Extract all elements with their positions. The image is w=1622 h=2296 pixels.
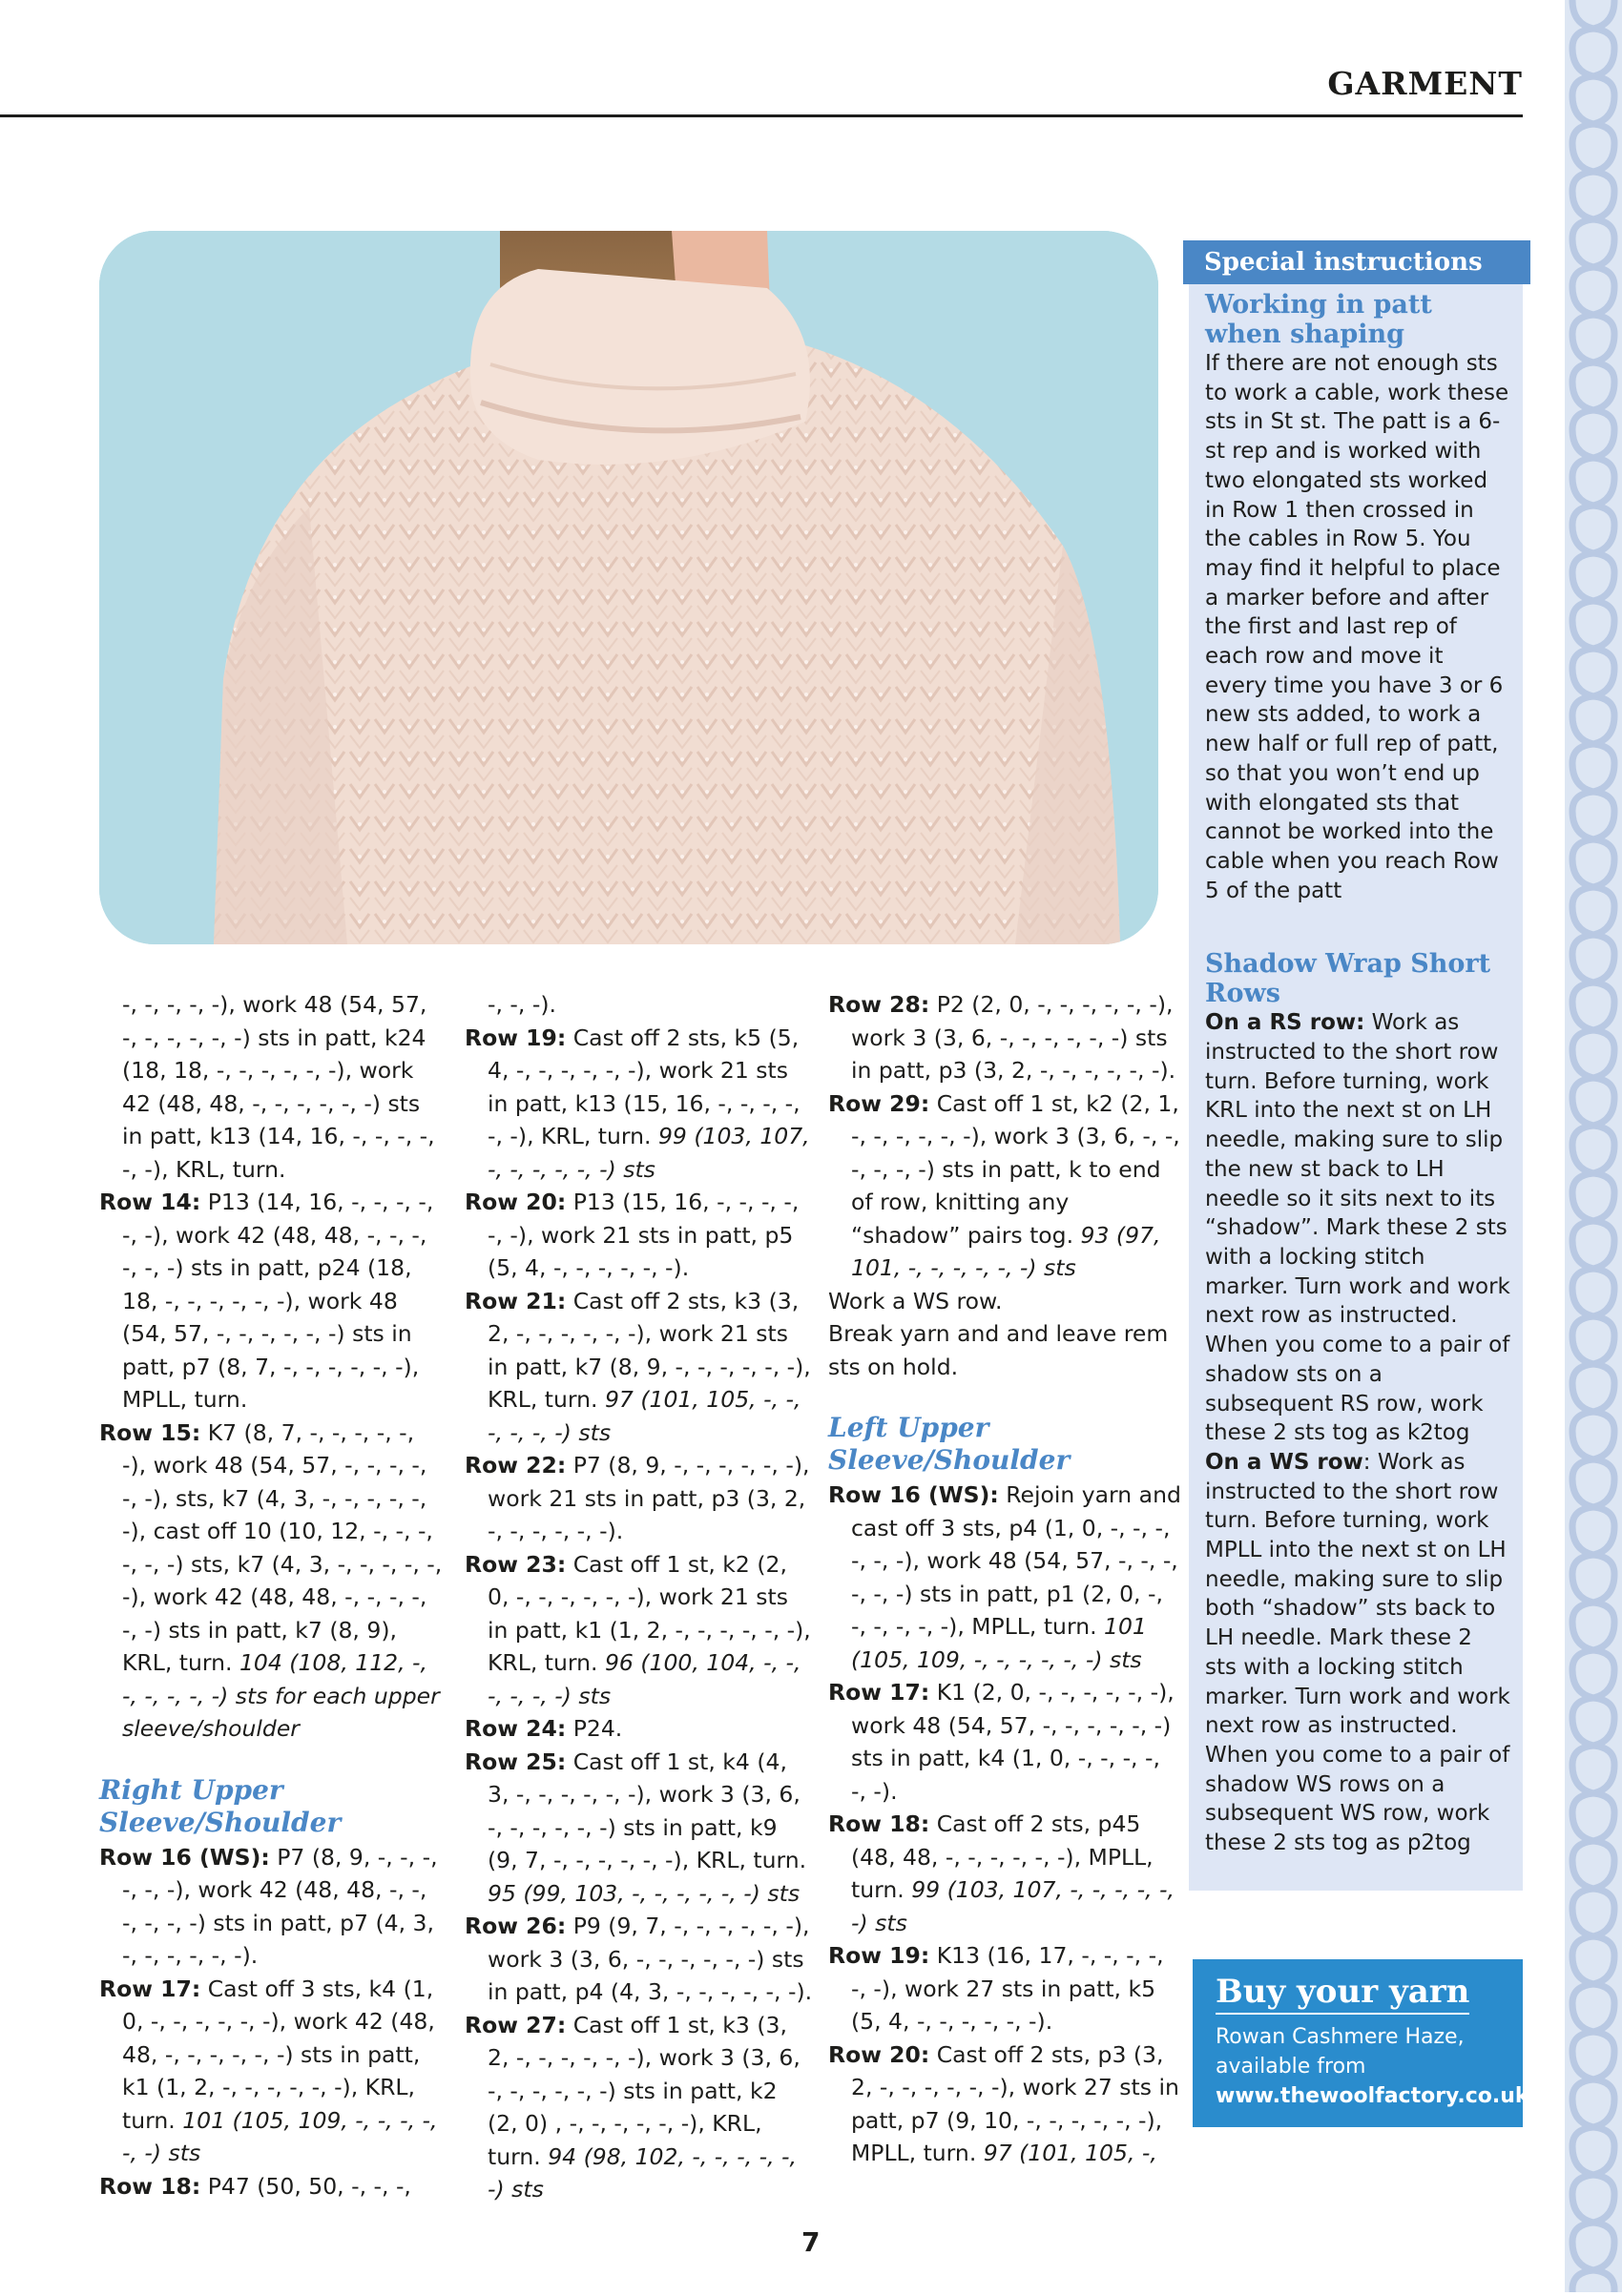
row-text: Cast off 2 sts, p45 (48, 48, -, -, -, -, -, -), MPLL, turn. [851,1810,1154,1903]
row-label: Row 19: [828,1942,930,1969]
row-text: P13 (14, 16, -, -, -, -, -, -), work 42 (48, 48, -, -, -, -, -, -) sts in patt, p24 (18, 18, -, -, -, -, -, -), work 48 (54, 57, -, -, -, -, -, -) sts in patt, p7 (8, 7, -, -, -, -, -, -), MPLL, turn. [122,1189,434,1413]
row-label: Row 18: [828,1810,930,1837]
cable-pattern-strip [1565,0,1622,2292]
row-instruction [99,2170,443,2203]
row-label: Row 24: [465,1715,567,1742]
sidebar-subheading: Working in patt when shaping [1205,290,1432,349]
sidebar-text-body: : Work as instructed to the short row turn. Before turning, work MPLL into the next st on LH needle, making sure to slip both “shadow” sts back to LH needle. Mark these 2 sts with a locking stitch marker. Turn work and work next row as instructed. When you come to a pair of shadow WS rows on a subsequent WS row, work these 2 sts tog as p2tog [1205,1449,1510,1856]
row-instruction [828,1939,1181,2038]
row-instruction [99,1417,443,1746]
row-instruction [828,2038,1181,2170]
row-label: Row 25: [465,1748,567,1775]
sidebar-text-body: Work as instructed to the short row turn. Before turning, work KRL into the next st on LH needle, making sure to slip the new st back to LH needle so it sits next to its “shadow”. Mark these 2 sts with a locking stitch marker. Turn work and work next row as instructed. When you come to a pair of shadow sts on a subsequent RS row, work these 2 sts tog as k2tog [1205,1010,1510,1446]
row-instruction [465,1022,813,1187]
stitch-count: 93 (97, 101, -, -, -, -, -, -) sts [851,1221,1161,1281]
header-rule [0,114,1523,117]
stitch-count: 94 (98, 102, -, -, -, -, -, -) sts [488,2142,798,2203]
stitch-count: 95 (99, 103, -, -, -, -, -, -) sts [488,1879,801,1907]
stitch-count: 96 (100, 104, -, -, -, -, -, -) sts [488,1649,801,1709]
stitch-count: 101 (105, 109, -, -, -, -, -, -) sts [122,2106,438,2166]
row-label: Row 23: [465,1550,567,1578]
row-text: K7 (8, 7, -, -, -, -, -, -), work 48 (54, 57, -, -, -, -, -, -), sts, k7 (4, 3, -, -, -, -, -, -), cast off 10 (10, 12, -, -, -, -, -, -) sts, k7 (4, 3, -, -, -, -, -, -), work 42 (48, 48, -, -, -, -, -, -) sts in patt, k7 (8, 9), KRL, turn. [122,1418,443,1676]
row-instruction [465,2009,813,2206]
buy-yarn-title: Buy your yarn [1216,1971,1469,2015]
instruction-text: -, -, -). [488,991,556,1018]
row-instruction [465,1712,813,1746]
row-instruction [828,988,1181,1087]
row-label: Row 28: [828,991,930,1018]
pattern-column-3 [828,988,1181,2170]
row-instruction [465,1285,813,1450]
instruction-text: -, -, -, -, -), work 48 (54, 57, -, -, -, -, -, -) sts in patt, k24 (18, 18, -, -, -, -, -, -), work 42 (48, 48, -, -, -, -, -, -) sts in patt, k13 (14, 16, -, -, -, -, -, -), KRL, turn. [122,991,435,1183]
row-label: Row 27: [465,2011,567,2038]
pattern-column-2 [465,988,813,2206]
row-text: P2 (2, 0, -, -, -, -, -, -), work 3 (3, 6, -, -, -, -, -, -) sts in patt, p3 (3, 2, -, -, -, -, -, -). [851,991,1176,1084]
row-label: Row 20: [465,1189,567,1215]
sidebar-subheading: Shadow Wrap Short Rows [1205,949,1491,1009]
row-instruction [828,1087,1181,1285]
stitch-count: 104 (108, 112, -, -, -, -, -, -) sts for each upper sleeve/shoulder [122,1649,440,1742]
row-label: Row 16 (WS): [828,1481,999,1508]
sweater-illustration-icon [99,231,1158,944]
sidebar-label: On a RS row: [1205,1010,1365,1036]
instruction-text: Break yarn and and leave rem sts on hold. [828,1320,1169,1380]
row-label: Row 16 (WS): [99,1843,270,1871]
row-text: Cast off 2 sts, k3 (3, 2, -, -, -, -, -, -), work 21 sts in patt, k7 (8, 9, -, -, -, -, -, -), KRL, turn. [488,1287,811,1413]
instruction-text: Work a WS row. [828,1287,1003,1314]
row-text: P13 (15, 16, -, -, -, -, -, -), work 21 sts in patt, p5 (5, 4, -, -, -, -, -, -). [488,1189,800,1281]
section-heading: Right Upper Sleeve/Shoulder [99,1773,342,1838]
row-text: Cast off 2 sts, p3 (3, 2, -, -, -, -, -, -), work 27 sts in patt, p7 (9, 10, -, -, -, -, -, -), MPLL, turn. [851,2040,1179,2166]
row-instruction [828,1676,1181,1808]
row-text: P7 (8, 9, -, -, -, -, -, -), work 21 sts in patt, p3 (3, 2, -, -, -, -, -, -). [488,1452,810,1544]
row-label: Row 26: [465,1913,567,1939]
row-text: P9 (9, 7, -, -, -, -, -, -), work 3 (3, 6, -, -, -, -, -, -) sts in patt, p4 (4, 3, -, -, -, -, -, -). [488,1913,813,2005]
pattern-column-1 [99,988,443,2203]
sidebar-spacer [1205,905,1510,947]
page-number: 7 [801,2226,821,2258]
row-text: Cast off 1 st, k2 (2, 0, -, -, -, -, -, -), work 21 sts in patt, k1 (1, 2, -, -, -, -, -, -), KRL, turn. [488,1550,811,1676]
sidebar-text [1205,1448,1510,1858]
row-text: Cast off 1 st, k2 (2, 1, -, -, -, -, -, -), work 3 (3, 6, -, -, -, -, -, -) sts in patt, k to end of row, knitting any “shadow” pairs tog. [851,1089,1180,1249]
row-text: Cast off 3 sts, k4 (1, 0, -, -, -, -, -, -), work 42 (48, 48, -, -, -, -, -, -) sts in patt, k1 (1, 2, -, -, -, -, -, -), KRL, turn. [122,1975,435,2134]
stitch-count: 99 (103, 107, -, -, -, -, -, -) sts [488,1123,810,1183]
sweater-photo [99,231,1158,944]
sidebar-label: On a WS row [1205,1449,1363,1475]
row-label: Row 20: [828,2040,930,2068]
cable-pattern-icon [1565,0,1622,2292]
row-instruction [465,1746,813,1911]
row-instruction [465,1910,813,2009]
buy-yarn-text: Rowan Cashmere Haze, available from [1216,2025,1465,2079]
stitch-count: 101 (105, 109, -, -, -, -, -, -) sts [851,1613,1147,1673]
row-instruction [465,1449,813,1548]
row-instruction [465,1548,813,1713]
sidebar-text [1205,1008,1510,1448]
special-instructions-body [1205,288,1510,1858]
row-text: P47 (50, 50, -, -, -, [200,2172,411,2200]
buy-yarn-link[interactable]: www.thewoolfactory.co.uk [1216,2084,1529,2108]
row-instruction [99,1186,443,1417]
row-text: Cast off 1 st, k3 (3, 2, -, -, -, -, -, -), work 3 (3, 6, -, -, -, -, -, -) sts in patt, k2 (2, 0) , -, -, -, -, -, -), KRL, turn. [488,2011,801,2170]
buy-yarn-box [1193,1959,1529,2127]
row-label: Row 18: [99,2172,201,2200]
stitch-count: 97 (101, 105, -, -, -, -, -, -) sts [488,1386,801,1446]
row-label: Row 21: [465,1287,567,1314]
row-label: Row 19: [465,1024,567,1051]
row-instruction [828,1479,1181,1676]
row-text: Cast off 1 st, k4 (4, 3, -, -, -, -, -, -), work 3 (3, 6, -, -, -, -, -, -) sts in patt, k9 (9, 7, -, -, -, -, -, -), KRL, turn. [488,1748,807,1873]
row-text: K13 (16, 17, -, -, -, -, -, -), work 27 sts in patt, k5 (5, 4, -, -, -, -, -, -). [851,1942,1164,2035]
special-instructions-header: Special instructions [1183,240,1530,284]
row-instruction [828,1808,1181,1939]
row-label: Row 14: [99,1189,201,1215]
row-text: Rejoin yarn and cast off 3 sts, p4 (1, 0, -, -, -, -, -, -), work 48 (54, 57, -, -, -, -, -, -) sts in patt, p1 (2, 0, -, -, -, -, -, -), MPLL, turn. [851,1481,1181,1640]
stitch-count: 97 (101, 105, -, [983,2140,1157,2166]
sidebar-text: If there are not enough sts to work a cable, work these sts in St st. The patt is a 6-st rep and is worked with two elongated sts worked in Row 1 then crossed in the cables in Row 5. You may find it helpful to place a marker before and after the first and last rep of each row and move it every time you have 3 or 6 new sts added, to work a new half or full rep of patt, so that you won’t end up with elongated sts that cannot be worked into the cable when you reach Row 5 of the patt [1205,351,1509,903]
row-text: P7 (8, 9, -, -, -, -, -, -), work 42 (48, 48, -, -, -, -, -, -) sts in patt, p7 (4, 3, -, -, -, -, -, -). [122,1843,438,1969]
row-label: Row 17: [99,1975,201,2002]
row-label: Row 15: [99,1418,201,1446]
section-title: GARMENT [1327,65,1523,102]
row-label: Row 17: [828,1679,930,1706]
row-instruction [99,1973,443,2170]
row-text: K1 (2, 0, -, -, -, -, -, -), work 48 (54, 57, -, -, -, -, -, -) sts in patt, k4 (1, 0, -, -, -, -, -, -). [851,1679,1175,1805]
row-label: Row 29: [828,1089,930,1117]
stitch-count: 99 (103, 107, -, -, -, -, -, -) sts [851,1876,1175,1936]
row-text: P24. [566,1715,623,1742]
row-text: Cast off 2 sts, k5 (5, 4, -, -, -, -, -, -), work 21 sts in patt, k13 (15, 16, -, -, -, -, -, -), KRL, turn. [488,1024,801,1149]
row-label: Row 22: [465,1452,567,1479]
section-heading: Left Upper Sleeve/Shoulder [828,1412,1071,1476]
row-instruction [99,1841,443,1973]
row-instruction [465,1186,813,1285]
